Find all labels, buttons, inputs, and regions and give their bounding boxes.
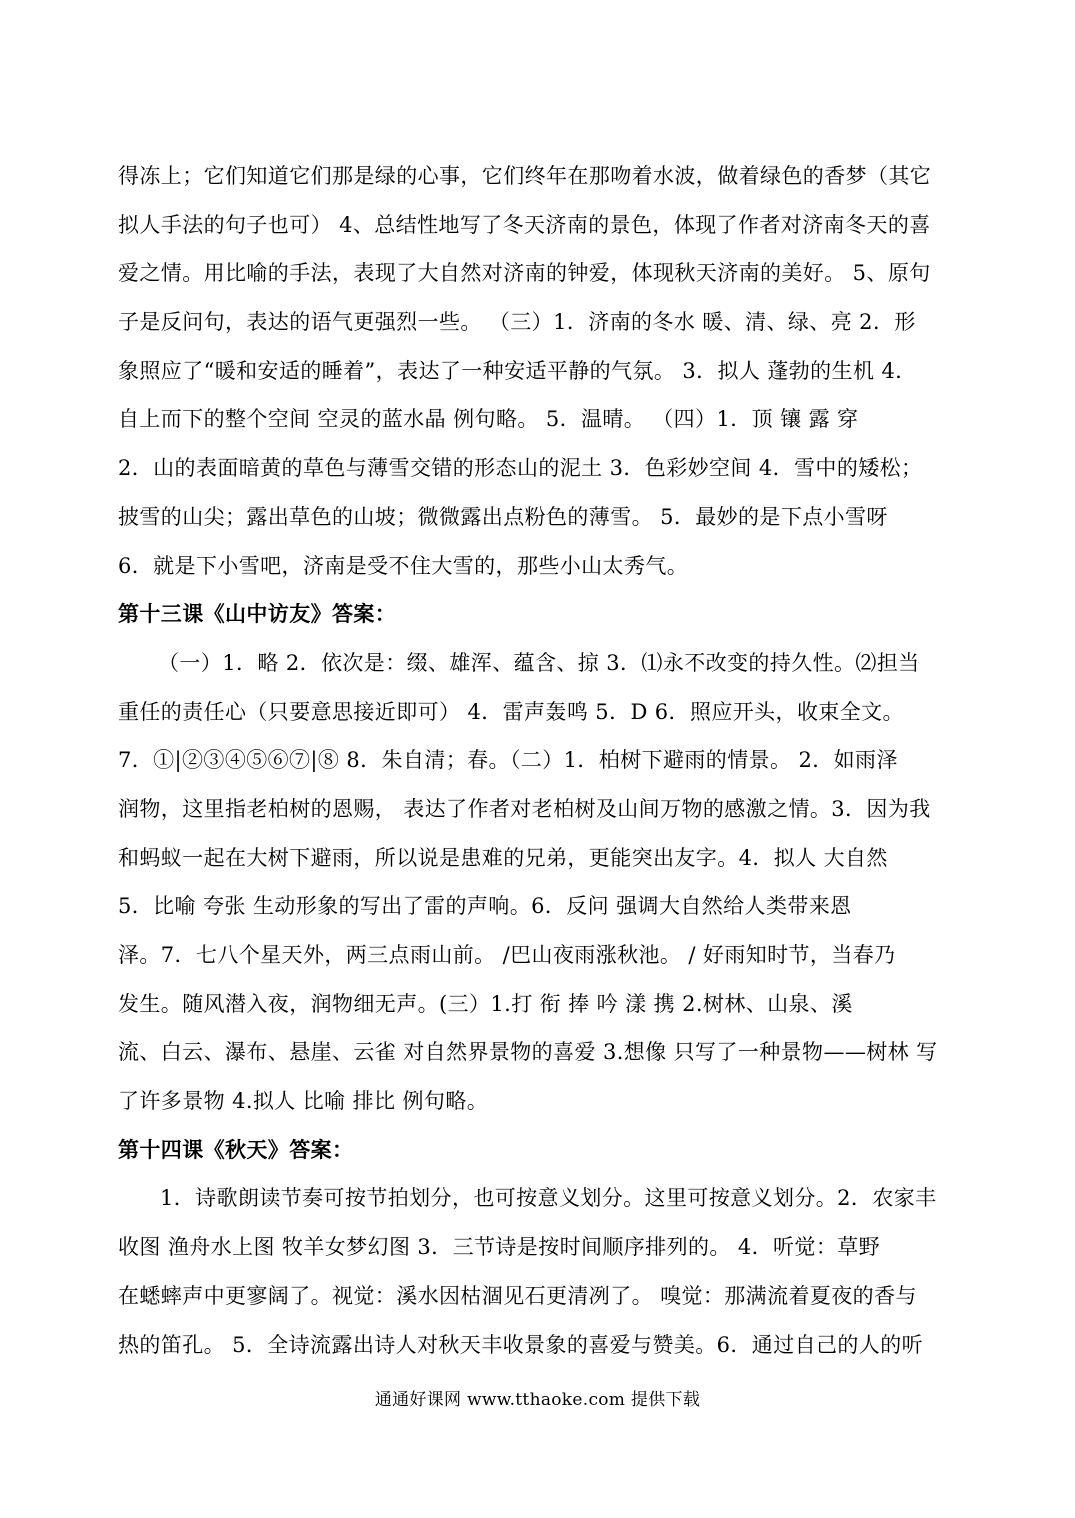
- text-line: 拟人手法的句子也可） 4、总结性地写了冬天济南的景色，体现了作者对济南冬天的喜: [118, 212, 931, 237]
- text-line: 爱之情。用比喻的手法，表现了大自然对济南的钟爱，体现秋天济南的美好。 5、原句: [118, 261, 931, 286]
- text-line: 流、白云、瀑布、悬崖、云雀 对自然界景物的喜爱 3.想像 只写了一种景物——树林 写: [118, 1040, 938, 1065]
- text-line: 披雪的山尖；露出草色的山坡；微微露出点粉色的薄雪。 5．最妙的是下点小雪呀: [118, 504, 888, 529]
- text-line: 润物，这里指老柏树的恩赐， 表达了作者对老柏树及山间万物的感激之情。3．因为我: [118, 796, 931, 821]
- section-heading-lesson-13: 第十三课《山中访友》答案：: [118, 601, 397, 627]
- section-heading-lesson-14: 第十四课《秋天》答案：: [118, 1136, 354, 1162]
- text-line: 6．就是下小雪吧，济南是受不住大雪的，那些小山太秀气。: [118, 553, 689, 578]
- text-line: 象照应了“暖和安适的睡着”，表达了一种安适平静的气氛。 3．拟人 蓬勃的生机 4．: [118, 358, 917, 383]
- text-line: 得冻上；它们知道它们那是绿的心事，它们终年在那吻着水波，做着绿色的香梦（其它: [118, 164, 932, 188]
- text-line: 重任的责任心（只要意思接近即可） 4．雷声轰鸣 5．D 6．照应开头，收束全文。: [118, 699, 904, 724]
- page-footer: 通通好课网 www.tthaoke.com 提供下载: [374, 1390, 701, 1410]
- text-line: 2．山的表面暗黄的草色与薄雪交错的形态山的泥土 3．色彩妙空间 4．雪中的矮松；: [118, 456, 923, 481]
- text-line: 5．比喻 夸张 生动形象的写出了雷的声响。6．反问 强调大自然给人类带来恩: [118, 894, 852, 919]
- text-line: 和蚂蚁一起在大树下避雨，所以说是患难的兄弟，更能突出友字。4．拟人 大自然: [118, 845, 888, 870]
- text-line: 7．①|②③④⑤⑥⑦|⑧ 8．朱自清；春。（二）1．柏树下避雨的情景。 2．如雨泽: [118, 748, 898, 773]
- text-line: 在蟋蟀声中更寥阔了。视觉：溪水因枯涸见石更清冽了。 嗅觉：那满流着夏夜的香与: [118, 1283, 917, 1308]
- text-line: （一）1．略 2．依次是：缀、雄浑、蕴含、掠 3．⑴永不改变的持久性。⑵担当: [158, 650, 920, 675]
- text-line: 发生。随风潜入夜，润物细无声。(三）1.打 衔 捧 吟 漾 携 2.树林、山泉、溪: [118, 991, 853, 1016]
- text-line: 自上而下的整个空间 空灵的蓝水晶 例句略。 5．温晴。 （四）1．顶 镶 露 穿: [118, 407, 859, 432]
- text-line: 子是反问句，表达的语气更强烈一些。 （三）1．济南的冬水 暖、清、绿、亮 2．形: [118, 310, 916, 335]
- text-line: 了许多景物 4.拟人 比喻 排比 例句略。: [118, 1089, 489, 1114]
- text-line: 1．诗歌朗读节奏可按节拍划分，也可按意义划分。这里可按意义划分。2．农家丰: [160, 1186, 937, 1211]
- document-body: [118, 152, 961, 1369]
- text-line: 收图 渔舟水上图 牧羊女梦幻图 3．三节诗是按时间顺序排列的。 4．听觉：草野: [118, 1235, 881, 1260]
- text-line: 泽。7．七八个星天外，两三点雨山前。 /巴山夜雨涨秋池。 / 好雨知时节，当春乃: [118, 943, 896, 967]
- text-line: 热的笛孔。 5．全诗流露出诗人对秋天丰收景象的喜爱与赞美。6．通过自己的人的听: [118, 1332, 923, 1357]
